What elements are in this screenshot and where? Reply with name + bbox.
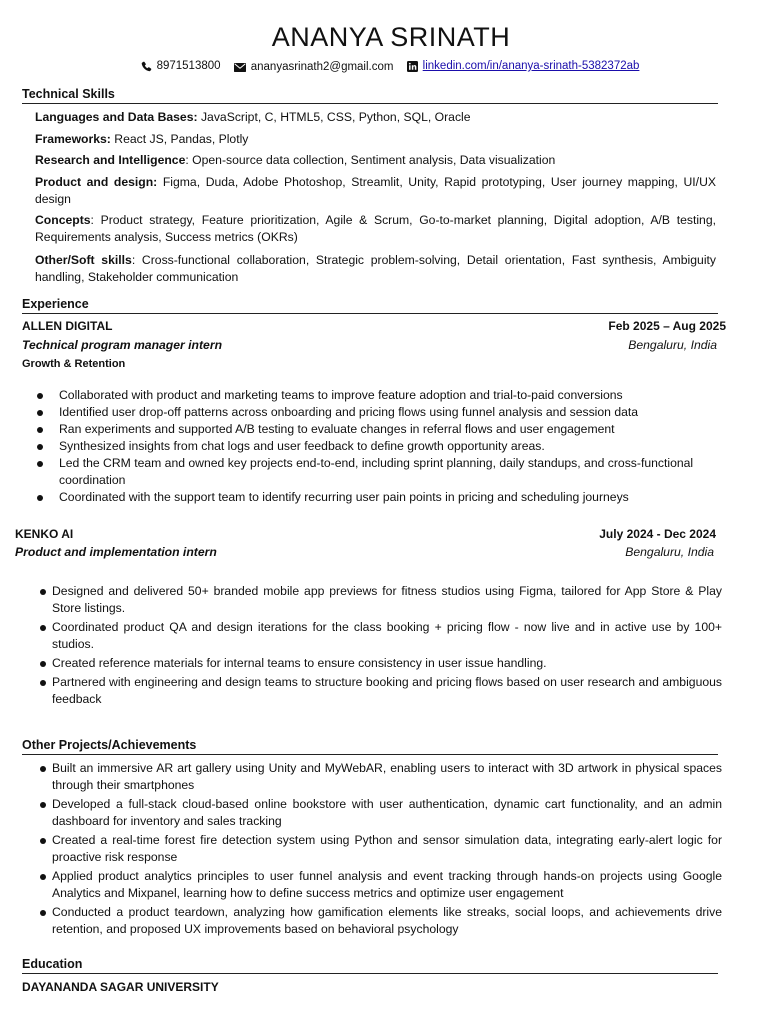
email-item[interactable] [234, 59, 394, 75]
job-dates: Feb 2025 – Aug 2025 [608, 319, 726, 333]
company-name: ALLEN DIGITAL [22, 319, 113, 333]
list-item: Conducted a product teardown, analyzing how gamification elements like streaks, social loops, and achievements drive retention, and proposed UX improvements based on behavioral psychology [40, 904, 722, 938]
list-item: Coordinated with the support team to identify recurring user pain points in pricing and scheduling journeys [37, 489, 727, 506]
bullet-icon [40, 874, 46, 880]
skill-value: : Cross-functional collaboration, Strategic problem-solving, Detail orientation, Fast synthesis, Ambiguity handling, Stakeholder communication [35, 253, 717, 284]
skill-row [35, 252, 716, 286]
list-item: Ran experiments and supported A/B testing to evaluate changes in referral flows and user engagement [37, 421, 727, 438]
skill-label: Languages and Data Bases: [35, 110, 198, 124]
skill-row [35, 109, 716, 126]
list-item: Collaborated with product and marketing teams to improve feature adoption and trial-to-paid conversions [37, 387, 727, 404]
list-item: Developed a full-stack cloud-based online bookstore with user authentication, dynamic cart functionality, and an admin dashboard for inventory and sales tracking [40, 796, 722, 830]
skill-label: Frameworks: [35, 132, 111, 146]
bullet-icon [37, 461, 43, 467]
bullet-icon [40, 838, 46, 844]
list-item: Built an immersive AR art gallery using Unity and MyWebAR, enabling users to interact with 3D artwork in physical spaces through their smartphones [40, 760, 722, 794]
bullet-icon [40, 589, 46, 595]
list-item: Designed and delivered 50+ branded mobile app previews for fitness studios using Figma, tailored for App Store & Play Store listings. [40, 583, 722, 617]
section-heading-projects: Other Projects/Achievements [22, 738, 718, 755]
skill-row [35, 212, 716, 246]
skill-row [35, 152, 716, 169]
job-bullet-list [37, 387, 727, 506]
section-heading-experience: Experience [22, 297, 718, 314]
bullet-icon [37, 444, 43, 450]
list-item: Synthesized insights from chat logs and user feedback to define growth opportunity areas. [37, 438, 727, 455]
list-item: Created a real-time forest fire detection system using Python and sensor simulation data, integrating early-alert logic for proactive risk response [40, 832, 722, 866]
list-item: Identified user drop-off patterns across onboarding and pricing flows using funnel analysis and session data [37, 404, 727, 421]
list-item: Partnered with engineering and design teams to structure booking and pricing flows based on user research and ambiguous feedback [40, 674, 722, 708]
candidate-name: ANANYA SRINATH [271, 22, 511, 52]
skill-label: Other/Soft skills [35, 253, 132, 267]
team-name: Growth & Retention [22, 358, 126, 370]
linkedin-link[interactable]: linkedin.com/in/ananya-srinath-5382372ab [422, 60, 640, 72]
bullet-icon [40, 625, 46, 631]
skill-row [35, 174, 716, 208]
skill-label: Research and Intelligence [35, 153, 186, 167]
job-dates: July 2024 - Dec 2024 [599, 527, 716, 541]
skill-value: React JS, Pandas, Plotly [110, 132, 249, 146]
bullet-icon [40, 661, 46, 667]
list-item: Applied product analytics principles to user funnel analysis and event tracking through hands-on projects using Google Analytics and Mixpanel, learning how to define success metrics and optimize user engagement [40, 868, 722, 902]
skill-value: JavaScript, C, HTML5, CSS, Python, SQL, Oracle [197, 110, 471, 124]
bullet-icon [37, 393, 43, 399]
list-item: Coordinated product QA and design iterations for the class booking + pricing flow - now live and in active use by 100+ studios. [40, 619, 722, 653]
skill-label: Product and design: [35, 175, 158, 189]
bullet-icon [40, 766, 46, 772]
job-bullet-list [40, 583, 722, 710]
projects-bullet-list [40, 760, 722, 940]
phone-number: 8971513800 [156, 60, 221, 72]
phone-item[interactable] [141, 58, 221, 74]
skill-value: Figma, Duda, Adobe Photoshop, Streamlit, Unity, Rapid prototyping, User journey mapping, UI/UX design [35, 175, 716, 206]
phone-icon [141, 61, 152, 72]
section-heading-education: Education [22, 957, 718, 974]
email-address: ananyasrinath2@gmail.com [250, 61, 394, 73]
bullet-icon [40, 802, 46, 808]
linkedin-icon [407, 61, 418, 72]
job-role: Technical program manager intern [22, 338, 223, 352]
skill-value: : Product strategy, Feature prioritization, Agile & Scrum, Go-to-market planning, Digital adoption, A/B testing, Requirements analysis, Success metrics (OKRs) [35, 213, 716, 244]
job-location: Bengaluru, India [625, 545, 714, 559]
bullet-icon [37, 427, 43, 433]
bullet-icon [40, 680, 46, 686]
envelope-icon [234, 63, 246, 72]
skill-value: : Open-source data collection, Sentiment analysis, Data visualization [185, 153, 556, 167]
bullet-icon [37, 495, 43, 501]
list-item: Created reference materials for internal teams to ensure consistency in user issue handling. [40, 655, 722, 672]
skill-row [35, 131, 716, 148]
bullet-icon [40, 910, 46, 916]
job-role: Product and implementation intern [15, 545, 217, 559]
section-heading-technical-skills: Technical Skills [22, 87, 718, 104]
linkedin-item[interactable] [407, 58, 640, 74]
list-item: Led the CRM team and owned key projects end-to-end, including sprint planning, daily standups, and cross-functional coordination [37, 455, 727, 489]
bullet-icon [37, 410, 43, 416]
job-location: Bengaluru, India [628, 338, 717, 352]
company-name: KENKO AI [15, 527, 74, 541]
school-name: DAYANANDA SAGAR UNIVERSITY [22, 980, 219, 994]
contact-bar [0, 58, 768, 77]
skill-label: Concepts [35, 213, 91, 227]
